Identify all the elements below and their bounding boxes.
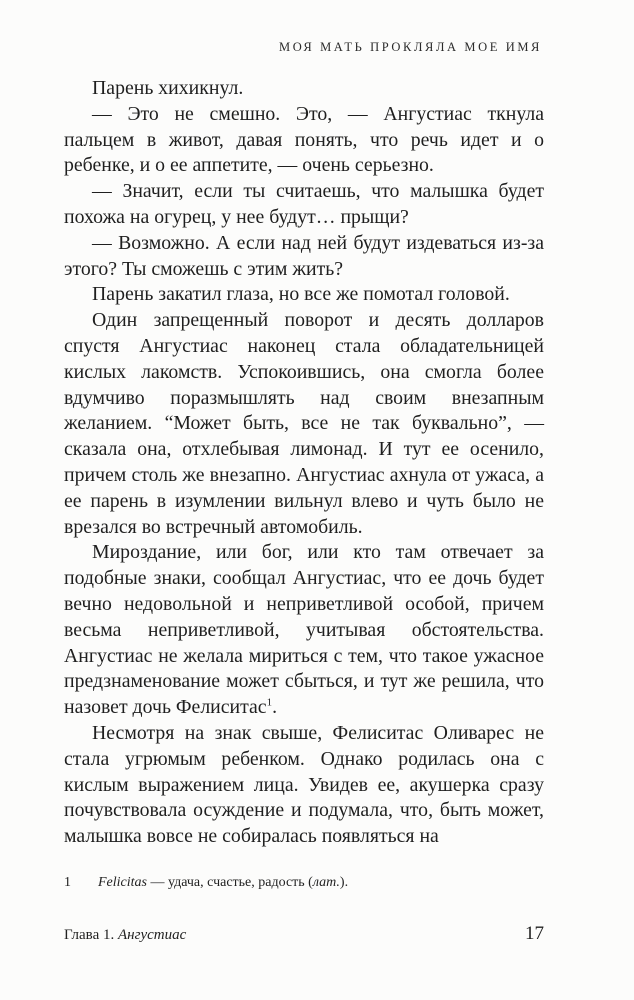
paragraph: — Возможно. А если над ней будут издеваться из-за этого? Ты сможешь с этим жить? [64, 231, 544, 280]
paragraph: Парень хихикнул. [92, 77, 244, 99]
paragraph: Один запрещенный поворот и десять долларов спустя Ангустиас наконец стала обладательницей кислых лакомств. Успокоившись, она смогла более вдумчиво поразмышлять над своим внезапным желанием. “Может быть, все не так буквально”, — сказала она, отхлебывая лимонад. И тут ее осенило, причем столь же внезапно. Ангустиас ахнула от ужаса, а ее парень в изумлении вильнул влево и чуть было не врезался во встречный автомобиль. [64, 309, 544, 538]
paragraph-with-footnote [64, 540, 544, 721]
body-text [64, 76, 544, 850]
paragraph: Несмотря на знак свыше, Фелиситас Оливарес не стала угрюмым ребенком. Однако родилась она с кислым выражением лица. Увидев ее, акушерка сразу почувствовала осуждение и подумала, что, быть может, малышка вовсе не собиралась появляться на [64, 721, 544, 848]
page-number: 17 [525, 923, 544, 944]
running-head: МОЯ МАТЬ ПРОКЛЯЛА МОЕ ИМЯ [278, 40, 542, 54]
paragraph-text: Мироздание, или бог, или кто там отвечает за подобные знаки, сообщал Ангустиас, что ее дочь будет вечно недовольной и неприветливой особой, причем весьма неприветливой, учитывая обстоятельства. Ангустиас не желала мириться с тем, что такое ужасное предзнаменование может сбыться, и тут же решила, что назовет дочь Фелиситас [64, 541, 544, 719]
footnote-text: — удача, счастье, радость ( [147, 875, 313, 890]
paragraph: — Значит, если ты считаешь, что малышка будет похожа на огурец, у нее будут… прыщи? [64, 180, 544, 228]
paragraph-end: . [272, 696, 278, 719]
footnote-lang: лат. [312, 875, 340, 890]
page-footer [64, 923, 544, 945]
paragraph: — Это не смешно. Это, — Ангустиас ткнула пальцем в живот, давая понять, что речь идет и о ребенке, и о ее аппетите, — очень серьезно. [64, 102, 544, 177]
footnote-reference: 1 [266, 696, 273, 709]
footnote-text-end: ). [339, 875, 349, 890]
footnote [64, 874, 544, 892]
footnote-term: Felicitas [98, 875, 147, 890]
paragraph: Парень закатил глаза, но все же помотал головой. [92, 283, 510, 306]
chapter-heading [64, 927, 186, 944]
chapter-title: Ангустиас [117, 927, 187, 943]
chapter-label: Глава 1. [64, 927, 115, 943]
footnote-number: 1 [64, 875, 71, 890]
